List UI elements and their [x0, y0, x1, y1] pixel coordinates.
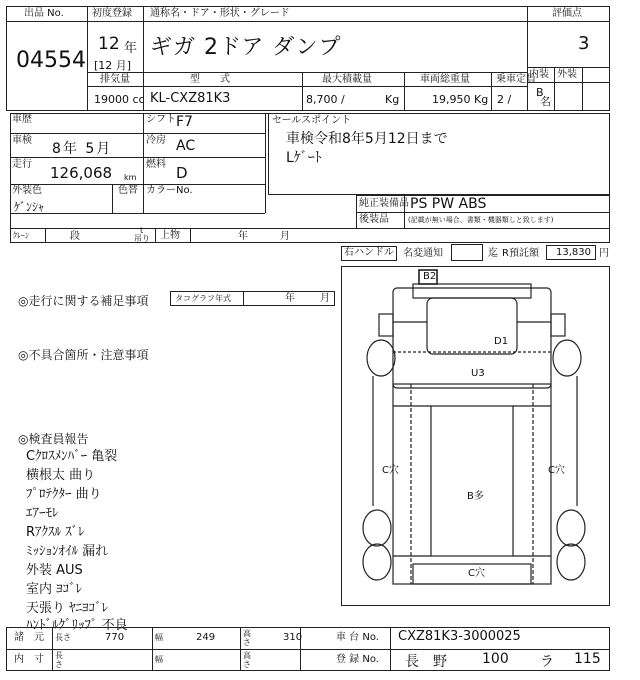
registration-class: 100 — [482, 651, 509, 667]
mark-b2: B2 — [423, 271, 437, 282]
displacement-label: 排気量 — [100, 74, 130, 85]
left-mirror — [379, 314, 393, 336]
crane-stage: 段 — [70, 231, 80, 242]
defects-header: ◎不具合箇所・注意事項 — [18, 348, 149, 362]
inspector-line: 横根太 曲り — [26, 468, 96, 483]
max-load-value: 8,700 / — [306, 93, 345, 106]
mileage-label: 走行 — [12, 159, 32, 170]
inner-length-label: 長さ — [55, 651, 63, 669]
exterior-label: 外装 — [557, 69, 577, 80]
rear-right-wheel-1 — [557, 510, 585, 546]
inspector-report-header: ◎検査員報告 — [18, 432, 89, 446]
aircon-label: 冷房 — [146, 135, 166, 146]
fuel-label: 燃料 — [146, 159, 166, 170]
registration-month: [12 月] — [94, 59, 132, 72]
name-change-box — [451, 244, 483, 261]
mileage-value: 126,068 — [50, 164, 113, 182]
aftermarket-note: (記載が無い場合、書類・機器類しと致します) — [408, 216, 554, 224]
chassis-value: CXZ81K3-3000025 — [398, 629, 521, 644]
inspector-line: Cｸﾛｽﾒﾝﾊﾞｰ 亀裂 — [26, 449, 118, 464]
tachograph-year: 年 — [285, 293, 295, 304]
registration-region: 長 野 — [405, 654, 447, 670]
registration-number: 115 — [574, 651, 601, 667]
inspector-line: Rｱｸｽﾙ ｽﾞﾚ — [26, 525, 85, 540]
specs-label: 諸 元 — [14, 632, 44, 643]
recycle-label: R預託額 — [502, 248, 539, 259]
inner-width-label: 幅 — [155, 655, 163, 664]
max-load-unit: Kg — [385, 93, 400, 106]
equipment-value: PS PW ABS — [410, 196, 487, 212]
rear-left-wheel-1 — [363, 510, 391, 546]
crane-ton: t — [140, 226, 144, 235]
tachograph-label: タコグラフ年式 — [175, 294, 231, 303]
body-year: 年 — [238, 231, 248, 242]
bed-floor — [431, 406, 513, 556]
inspector-line: ﾌﾟﾛﾃｸﾀｰ 曲り — [26, 487, 102, 502]
driving-notes-header: ◎走行に関する補足事項 — [18, 294, 149, 308]
fuel-value: D — [176, 164, 188, 182]
capacity-label: 乗車定員 — [496, 74, 536, 85]
right-mirror — [551, 314, 565, 336]
chassis-label: 車 台 No. — [336, 632, 379, 643]
registration-year: 12 — [98, 34, 120, 54]
name-change-label: 名変通知 — [403, 248, 443, 259]
recycle-unit: 円 — [599, 248, 609, 259]
registration-kana: ラ — [540, 654, 554, 670]
exterior-color-label: 外装色 — [12, 185, 42, 196]
aftermarket-label: 後装品 — [359, 214, 389, 225]
history-label: 車歴 — [12, 114, 32, 125]
interior-label: 内装 — [529, 69, 549, 80]
sales-point-line-2: Lｹﾞｰﾄ — [286, 150, 322, 166]
inspector-line: 天張り ﾔﾆﾖｺﾞﾚ — [26, 601, 109, 616]
inspector-line: 室内 ﾖｺﾞﾚ — [26, 582, 83, 597]
front-left-wheel — [367, 340, 395, 376]
first-registration-label: 初度登録 — [92, 8, 132, 19]
crane-label: ｸﾚｰﾝ — [13, 231, 29, 240]
capacity-unit: 名 — [540, 95, 551, 108]
exterior-color-value: ｹﾞﾝｼｬ — [14, 200, 45, 214]
inner-dimension-label: 内 寸 — [14, 654, 44, 665]
inspection-label: 車検 — [12, 135, 32, 146]
steering-value: 右ハンドル — [344, 247, 394, 258]
mark-b-many: B多 — [467, 491, 484, 502]
sales-point-line-1: 車検令和8年5月12日まで — [286, 131, 448, 147]
capacity-value: 2 / — [497, 93, 512, 106]
mark-c-bottom: C穴 — [468, 568, 485, 579]
truck-diagram — [341, 266, 610, 606]
length-value: 770 — [105, 632, 125, 643]
width-label: 幅 — [155, 633, 163, 642]
recycle-fee: 13,830 — [556, 247, 591, 258]
mark-c-right: C穴 — [548, 465, 565, 476]
vehicle-name-label: 通称名・ドア・形状・グレード — [150, 8, 290, 19]
cargo-bed — [393, 384, 551, 584]
width-value: 249 — [196, 632, 216, 643]
color-code-label: カラーNo. — [146, 185, 193, 196]
equipment-label: 純正装備品 — [359, 198, 409, 209]
displacement-value: 19000 cc — [94, 93, 145, 106]
inspector-line: ﾐｯｼｮﾝｵｲﾙ 漏れ — [26, 544, 109, 559]
registration-year-unit: 年 — [124, 41, 138, 56]
interior-grade: B — [536, 86, 544, 99]
evaluation-score: 3 — [578, 33, 590, 54]
shift-label: シフト — [146, 114, 176, 125]
deadline-label: 迄 — [488, 248, 498, 259]
max-load-label: 最大積載量 — [322, 74, 372, 85]
tachograph-month: 月 — [320, 293, 330, 304]
registration-label: 登 録 No. — [336, 654, 379, 665]
lot-number: 04554 — [16, 48, 86, 73]
mileage-unit: km — [124, 173, 137, 182]
body-top-label: 上物 — [160, 230, 180, 241]
crane-hang: 吊り — [134, 234, 150, 243]
rear-left-wheel-2 — [363, 544, 391, 580]
evaluation-label: 評価点 — [552, 8, 582, 19]
lot-label: 出品 No. — [24, 8, 64, 19]
shift-value: F7 — [176, 114, 193, 130]
model-value: KL-CXZ81K3 — [150, 91, 231, 106]
height-value: 310 — [283, 632, 303, 643]
body-month: 月 — [280, 231, 290, 242]
aircon-value: AC — [176, 138, 196, 154]
gross-weight-label: 車両総重量 — [420, 74, 470, 85]
rear-right-wheel-2 — [557, 544, 585, 580]
mark-u3: U3 — [471, 368, 485, 379]
color-change-label: 色替 — [118, 185, 138, 196]
mark-c-left: C穴 — [382, 465, 399, 476]
inspector-line: 外装 AUS — [26, 563, 83, 578]
inner-height-label: 高さ — [243, 651, 251, 669]
front-right-wheel — [553, 340, 581, 376]
length-label: 長さ — [55, 633, 71, 642]
inspector-line: ﾊﾝﾄﾞﾙｸﾞﾘｯﾌﾟ 不良 — [26, 618, 128, 633]
vehicle-name: ギガ 2ドア ダンプ — [150, 35, 342, 60]
gross-weight-value: 19,950 Kg — [432, 93, 489, 106]
sales-point-box — [268, 113, 610, 195]
cab-roof — [413, 284, 531, 298]
model-label: 型 式 — [190, 74, 230, 85]
sales-point-label: セールスポイント — [272, 115, 352, 126]
inspector-line: ｴｱｰﾓﾚ — [26, 506, 59, 521]
mark-d1: D1 — [494, 336, 509, 347]
inspection-value: 8年 5月 — [52, 141, 113, 157]
height-label: 高さ — [243, 629, 251, 647]
